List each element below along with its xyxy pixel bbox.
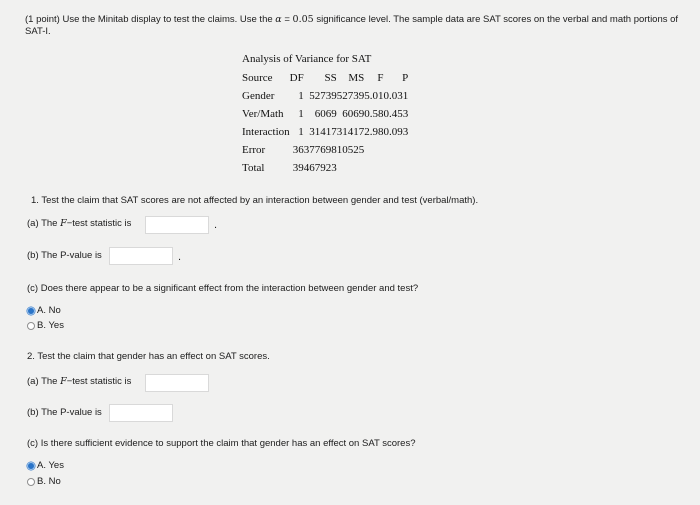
cell-source: Gender <box>242 90 275 102</box>
table-row <box>242 123 408 141</box>
q1a-f-statistic-input[interactable] <box>145 216 209 234</box>
anova-title: Analysis of Variance for SAT <box>242 53 372 65</box>
intro-text-end: significance level. The sample data are SAT scores on the verbal and math portions of SAT-I. <box>25 14 679 37</box>
cell-ms <box>337 159 365 177</box>
cell-ss: 467923 <box>303 162 337 174</box>
header-f: F <box>377 72 384 84</box>
cell-p: 0.453 <box>383 108 409 120</box>
cell-df: 1 <box>298 108 304 120</box>
cell-ss: 31417 <box>309 126 337 138</box>
header-p: P <box>402 72 409 84</box>
cell-ms: 6069 <box>342 108 365 120</box>
q2b-p-value-input[interactable] <box>109 404 173 422</box>
header-df: DF <box>289 72 304 84</box>
table-row <box>242 159 408 177</box>
period-mark: . <box>214 219 218 231</box>
cell-p: 0.093 <box>383 126 409 138</box>
cell-df: 1 <box>298 90 304 102</box>
q2a-label-start: (a) The <box>27 376 61 387</box>
q1a-label-start: (a) The <box>27 218 61 229</box>
q1a-label-end: −test statistic is <box>66 218 132 229</box>
cell-ms: 10525 <box>336 144 365 156</box>
anova-table <box>242 69 408 177</box>
cell-f: 2.98 <box>364 126 384 138</box>
q1b-p-value-input[interactable] <box>109 247 173 265</box>
q1-option-a-radio[interactable] <box>27 307 35 315</box>
f-symbol: F <box>60 376 67 387</box>
q2-option-a-radio[interactable] <box>27 462 35 470</box>
q2-prompt: 2. Test the claim that gender has an effect on SAT scores. <box>27 351 270 362</box>
problem-intro <box>25 14 697 38</box>
cell-f <box>364 159 383 177</box>
q2-option-a-label[interactable]: A. Yes <box>37 460 64 471</box>
q1-prompt: 1. Test the claim that SAT scores are not affected by an interaction between gender and test (verbal/math). <box>31 195 479 206</box>
cell-p: 0.031 <box>383 90 409 102</box>
header-ss: SS <box>324 72 337 84</box>
intro-text-start: (1 point) Use the Minitab display to test the claims. Use the <box>25 14 276 25</box>
equals-sign: = <box>281 14 293 25</box>
q2b-label: (b) The P-value is <box>27 407 102 418</box>
cell-ss: 52739 <box>309 90 337 102</box>
q2a-label <box>27 376 131 387</box>
table-row <box>242 141 408 159</box>
cell-f: 5.01 <box>364 90 384 102</box>
q2-option-b-label[interactable]: B. No <box>37 476 61 487</box>
q1c-label: (c) Does there appear to be a significant effect from the interaction between gender and test? <box>27 283 419 294</box>
q1b-label: (b) The P-value is <box>27 250 102 261</box>
cell-ms: 31417 <box>336 126 365 138</box>
q1-option-b-label[interactable]: B. Yes <box>37 320 64 331</box>
cell-source: Total <box>242 162 265 174</box>
cell-source: Error <box>242 144 266 156</box>
q2c-label: (c) Is there sufficient evidence to support the claim that gender has an effect on SAT scores? <box>27 438 416 449</box>
alpha-value: 0.05 <box>292 14 314 25</box>
header-source: Source <box>242 72 273 84</box>
cell-f: 0.58 <box>364 108 384 120</box>
cell-ss: 6069 <box>314 108 337 120</box>
cell-p <box>383 159 408 177</box>
q2a-label-end: −test statistic is <box>66 376 132 387</box>
cell-f <box>364 141 383 159</box>
cell-source: Ver/Math <box>242 108 284 120</box>
q1-option-b-radio[interactable] <box>27 322 35 330</box>
table-row <box>242 105 408 123</box>
header-ms: MS <box>348 72 365 84</box>
q2a-f-statistic-input[interactable] <box>145 374 209 392</box>
alpha-symbol: α <box>275 14 282 25</box>
cell-ss: 377698 <box>303 144 337 156</box>
cell-df: 39 <box>292 162 304 174</box>
cell-ms: 52739 <box>336 90 365 102</box>
cell-df: 36 <box>292 144 304 156</box>
cell-source: Interaction <box>242 126 290 138</box>
table-row <box>242 87 408 105</box>
anova-header-row <box>242 69 408 87</box>
q2-option-b-radio[interactable] <box>27 478 35 486</box>
cell-df: 1 <box>298 126 304 138</box>
f-symbol: F <box>60 218 67 229</box>
q1a-label <box>27 218 131 229</box>
period-mark: . <box>178 251 182 263</box>
cell-p <box>383 141 408 159</box>
q1-option-a-label[interactable]: A. No <box>37 305 61 316</box>
